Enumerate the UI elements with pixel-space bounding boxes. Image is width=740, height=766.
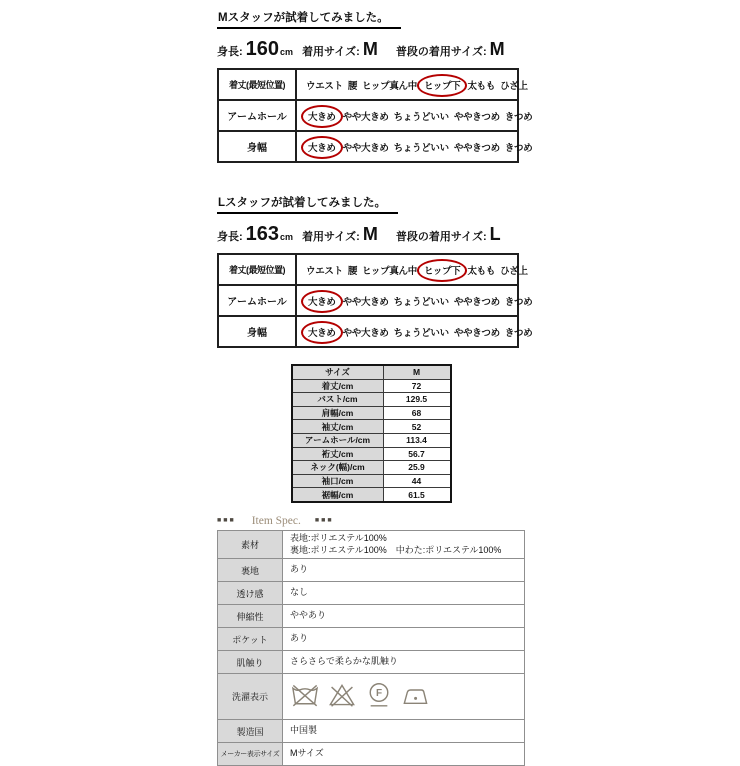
fit-option: きつめ — [504, 142, 533, 154]
height-value: 160 — [245, 38, 280, 60]
usual-size-value: L — [489, 224, 501, 244]
fit-stats-line — [217, 38, 525, 61]
usual-size-label: 普段の着用サイズ: — [395, 231, 487, 243]
fit-row-label: アームホール — [218, 100, 296, 131]
size-row-value: 52 — [383, 420, 451, 434]
do-not-wash-icon — [290, 679, 320, 715]
size-row-value: 61.5 — [383, 488, 451, 502]
fit-option: きつめ — [504, 111, 533, 123]
fit-option: ややきつめ — [453, 111, 500, 123]
fit-row-label: 身幅 — [218, 316, 296, 347]
spec-row-label: 伸縮性 — [218, 605, 283, 628]
size-row-label: 肩幅/cm — [292, 406, 384, 420]
fit-section-title: Mスタッフが試着してみました。 — [217, 9, 401, 29]
height-label: 身長: — [217, 231, 243, 243]
spec-row-label: 素材 — [218, 530, 283, 558]
spec-table-row — [218, 674, 525, 720]
height-unit: cm — [280, 232, 294, 242]
height-label: 身長: — [217, 46, 243, 58]
size-table-row — [292, 461, 451, 475]
size-table-row — [292, 488, 451, 502]
fit-row-options — [296, 100, 533, 131]
size-table-row — [292, 474, 451, 488]
size-row-label: アームホール/cm — [292, 433, 384, 447]
spec-table-row — [218, 559, 525, 582]
spec-row-label: 裏地 — [218, 559, 283, 582]
size-table-row — [292, 420, 451, 434]
fit-row-options — [296, 69, 528, 100]
spec-table-row — [218, 605, 525, 628]
spec-row-value — [283, 530, 525, 558]
fit-option: やや大きめ — [342, 111, 389, 123]
fit-section-title: Lスタッフが試着してみました。 — [217, 194, 398, 214]
fit-table-row — [218, 316, 518, 347]
fit-evaluation-table — [217, 68, 533, 163]
height-unit: cm — [280, 47, 294, 57]
item-spec-table — [217, 530, 525, 766]
size-row-label: ネック(幅)/cm — [292, 461, 384, 475]
svg-text:F: F — [375, 688, 383, 700]
spec-row-value: Mサイズ — [283, 743, 525, 766]
spec-row-value: 中国製 — [283, 720, 525, 743]
spec-row-value: あり — [283, 628, 525, 651]
worn-size-value: M — [362, 39, 378, 59]
size-row-value: 129.5 — [383, 393, 451, 407]
size-row-value: 44 — [383, 474, 451, 488]
fit-report-section — [217, 193, 533, 348]
size-table-row — [292, 406, 451, 420]
fit-option-selected: ヒップ下 — [417, 259, 468, 282]
size-row-label: 裾幅/cm — [292, 488, 384, 502]
fit-report-section — [217, 8, 533, 163]
fit-option: ちょうどいい — [393, 296, 449, 308]
fit-sections-container — [217, 8, 533, 348]
fit-option: ややきつめ — [453, 296, 500, 308]
laundry-symbols-strip — [290, 679, 520, 715]
spec-table-row — [218, 530, 525, 558]
spec-value-line: 裏地:ポリエステル100% 中わた:ポリエステル100% — [290, 544, 502, 555]
fit-table-row — [218, 100, 518, 131]
size-table-row — [292, 379, 451, 393]
spec-table-row — [218, 628, 525, 651]
spec-row-label: 洗濯表示 — [218, 674, 283, 720]
fit-option-selected: 大きめ — [301, 321, 343, 344]
usual-size-value: M — [489, 39, 505, 59]
size-row-value: 56.7 — [383, 447, 451, 461]
fit-row-label: 身幅 — [218, 131, 296, 162]
item-spec-title: Item Spec. — [251, 514, 301, 527]
spec-row-label: メーカー表示サイズ — [218, 743, 283, 766]
size-header-row — [292, 365, 451, 379]
do-not-bleach-icon — [327, 679, 357, 715]
fit-table-row — [218, 254, 518, 285]
fit-option-selected: 大きめ — [301, 105, 343, 128]
fit-row-options — [296, 285, 533, 316]
fit-option: ややきつめ — [453, 142, 500, 154]
fit-option: ちょうどいい — [393, 111, 449, 123]
fit-option: ひざ上 — [500, 80, 528, 92]
item-spec-heading — [217, 515, 525, 527]
fit-section-title-row — [217, 193, 525, 214]
size-row-value: 68 — [383, 406, 451, 420]
fit-evaluation-table — [217, 253, 533, 348]
spec-row-label: 透け感 — [218, 582, 283, 605]
fit-row-label: アームホール — [218, 285, 296, 316]
fit-option: きつめ — [504, 327, 533, 339]
usual-size-label: 普段の着用サイズ: — [395, 46, 487, 58]
size-row-label: バスト/cm — [292, 393, 384, 407]
fit-row-label: 着丈(最短位置) — [218, 69, 296, 100]
fit-option: 太もも — [467, 265, 496, 277]
size-row-label: 袖丈/cm — [292, 420, 384, 434]
fit-option: きつめ — [504, 296, 533, 308]
spec-table-row — [218, 582, 525, 605]
size-row-value: 113.4 — [383, 433, 451, 447]
fit-option: ひざ上 — [500, 265, 528, 277]
fit-row-options — [296, 316, 533, 347]
fit-option: ややきつめ — [453, 327, 500, 339]
size-row-value: 25.9 — [383, 461, 451, 475]
fit-row-options — [296, 254, 528, 285]
fit-option: 太もも — [467, 80, 496, 92]
size-row-label: 裄丈/cm — [292, 447, 384, 461]
spec-row-value: あり — [283, 559, 525, 582]
fit-option: ヒップ真ん中 — [362, 80, 417, 92]
fit-table-row — [218, 285, 518, 316]
fit-option-selected: ヒップ下 — [417, 74, 468, 97]
spec-row-value: さらさらで柔らかな肌触り — [283, 651, 525, 674]
fit-option: ウエスト — [306, 80, 343, 92]
size-table-row — [292, 433, 451, 447]
fit-row-options — [296, 131, 533, 162]
fit-stats-line — [217, 223, 525, 246]
spec-table-row — [218, 743, 525, 766]
spec-row-value: なし — [283, 582, 525, 605]
fit-option-selected: 大きめ — [301, 290, 343, 313]
content-column — [217, 8, 533, 766]
worn-size-label: 着用サイズ: — [302, 46, 360, 58]
size-col-header-label: サイズ — [292, 365, 384, 379]
fit-table-row — [218, 69, 518, 100]
spec-row-value — [283, 674, 525, 720]
spec-row-value: ややあり — [283, 605, 525, 628]
size-row-label: 着丈/cm — [292, 379, 384, 393]
spec-table-row — [218, 651, 525, 674]
fit-option: 腰 — [347, 80, 358, 92]
decorative-squares-left-icon: ■■■ — [217, 517, 236, 525]
spec-table-row — [218, 720, 525, 743]
fit-option-selected: 大きめ — [301, 136, 343, 159]
fit-option: ちょうどいい — [393, 327, 449, 339]
height-value: 163 — [245, 223, 280, 245]
decorative-squares-right-icon: ■■■ — [314, 517, 334, 525]
fit-table-row — [218, 131, 518, 162]
spec-row-label: 製造国 — [218, 720, 283, 743]
fit-option: ちょうどいい — [393, 142, 449, 154]
iron-one-dot-icon — [401, 679, 431, 715]
size-row-label: 袖口/cm — [292, 474, 384, 488]
fit-option: ヒップ真ん中 — [362, 265, 417, 277]
worn-size-value: M — [362, 224, 378, 244]
size-spec-table — [291, 364, 452, 503]
size-row-value: 72 — [383, 379, 451, 393]
dry-clean-f-icon — [364, 679, 394, 715]
spec-value-line: 表地:ポリエステル100% — [290, 532, 387, 543]
spec-row-label: 肌触り — [218, 651, 283, 674]
fit-option: 腰 — [347, 265, 358, 277]
fit-option: やや大きめ — [342, 296, 389, 308]
size-table-row — [292, 393, 451, 407]
fit-option: やや大きめ — [342, 327, 389, 339]
fit-row-label: 着丈(最短位置) — [218, 254, 296, 285]
size-table-row — [292, 447, 451, 461]
fit-option: やや大きめ — [342, 142, 389, 154]
fit-section-title-row — [217, 8, 525, 29]
size-col-header-size: M — [383, 365, 451, 379]
worn-size-label: 着用サイズ: — [302, 231, 360, 243]
spec-row-label: ポケット — [218, 628, 283, 651]
fit-option: ウエスト — [306, 265, 343, 277]
